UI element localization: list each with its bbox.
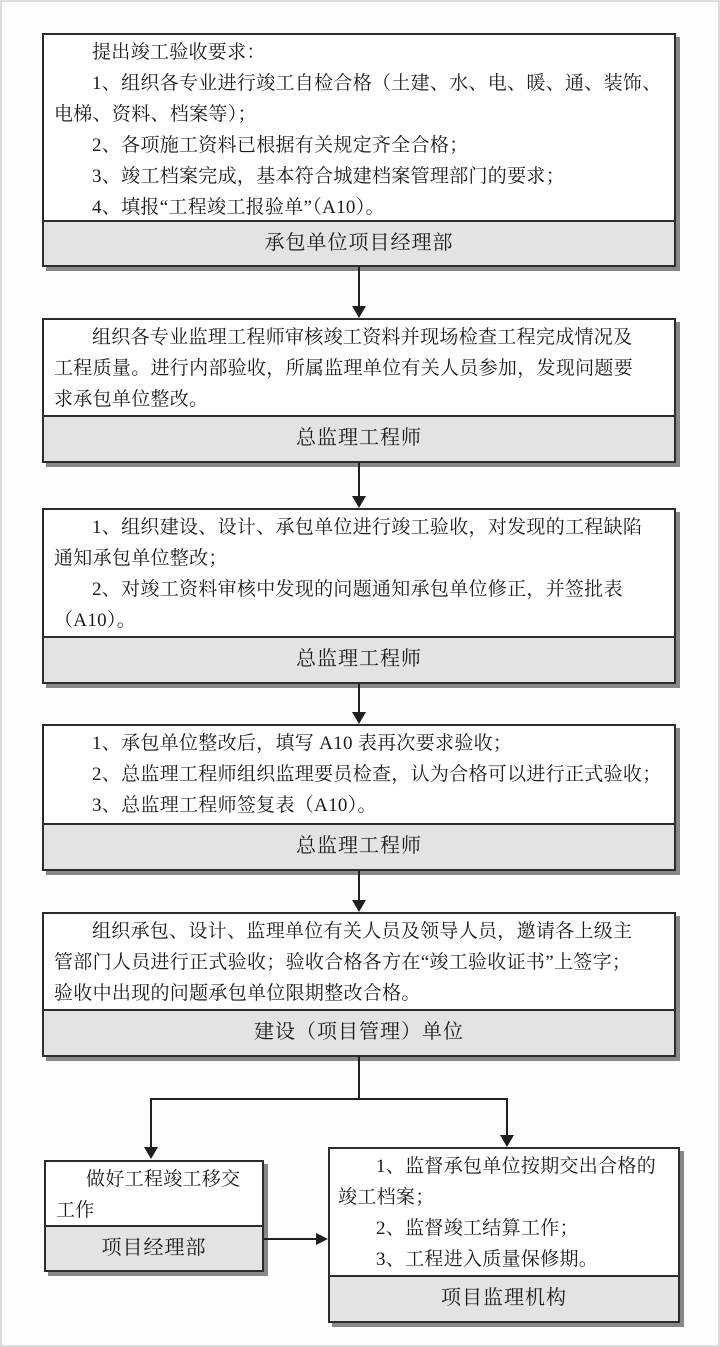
text-line: 2、各项施工资料已根据有关规定齐全合格； — [92, 135, 469, 156]
arrow-down-3-head — [352, 712, 366, 724]
arrow-down-4-head — [352, 900, 366, 912]
responsible-party-label: 总监理工程师 — [44, 636, 674, 682]
box-text — [44, 726, 674, 823]
text-line: 2、监督竣工结算工作； — [376, 1218, 579, 1239]
responsible-party-label: 建设（项目管理）单位 — [44, 1009, 674, 1055]
arrow-down-1-shaft — [358, 267, 360, 307]
text-line: 3、总监理工程师签复表（A10）。 — [92, 795, 377, 816]
box-text — [44, 914, 674, 1009]
text-line: 求承包单位整改。 — [54, 389, 209, 410]
text-line: 管部门人员进行正式验收；验收合格各方在“竣工验收证书”上签字； — [54, 952, 632, 973]
text-line: （A10）。 — [54, 610, 137, 631]
text-line: 电梯、资料、档案等）； — [54, 104, 257, 125]
text-line: 提出竣工验收要求： — [92, 42, 266, 63]
box-text — [330, 1149, 678, 1275]
arrow-down-3-shaft — [358, 684, 360, 713]
responsible-party-label: 总监理工程师 — [44, 823, 674, 869]
box-formal-acceptance — [42, 912, 676, 1057]
branch-horizontal-line — [150, 1098, 508, 1100]
responsible-party-label: 项目经理部 — [46, 1225, 262, 1270]
branch-right-drop-shaft — [506, 1098, 508, 1136]
arrow-down-2-shaft — [358, 463, 360, 497]
responsible-party-label: 承包单位项目经理部 — [44, 220, 674, 265]
box-text — [44, 320, 674, 415]
text-line: 1、监督承包单位按期交出合格的 — [376, 1156, 657, 1177]
text-line: 1、承包单位整改后，填写 A10 表再次要求验收； — [92, 733, 513, 754]
arrow-down-4-shaft — [358, 871, 360, 901]
responsible-party-label: 项目监理机构 — [330, 1275, 678, 1321]
arrow-down-2-head — [352, 496, 366, 508]
text-line: 组织各专业监理工程师审核竣工资料并现场检查工程完成情况及 — [92, 327, 633, 348]
text-line: 竣工档案； — [338, 1187, 435, 1208]
arrow-down-1-head — [352, 306, 366, 318]
text-line: 工程质量。进行内部验收，所属监理单位有关人员参加，发现问题要 — [54, 358, 634, 379]
box-supervisor-internal-review — [42, 318, 676, 463]
box-handover-work — [44, 1160, 264, 1272]
branch-left-drop-head — [144, 1147, 158, 1159]
box-reacceptance-after-rectification — [42, 724, 676, 871]
text-line: 做好工程竣工移交 — [86, 1169, 241, 1190]
text-line: 4、填报“工程竣工报验单”（A10）。 — [92, 197, 385, 218]
arrow-right-shaft — [264, 1238, 316, 1240]
arrow-right-head — [316, 1233, 328, 1245]
box-organize-acceptance — [42, 508, 676, 684]
text-line: 验收中出现的问题承包单位限期整改合格。 — [54, 983, 421, 1004]
box-text — [46, 1162, 262, 1225]
text-line: 2、总监理工程师组织监理要员检查，认为合格可以进行正式验收； — [92, 764, 662, 785]
branch-right-drop-head — [500, 1135, 514, 1147]
box-supervision-org-duties — [328, 1147, 680, 1323]
branch-left-drop-shaft — [150, 1098, 152, 1148]
branch-stem-line — [358, 1057, 360, 1100]
text-line: 2、对竣工资料审核中发现的问题通知承包单位修正，并签批表 — [92, 579, 623, 600]
text-line: 1、组织建设、设计、承包单位进行竣工验收，对发现的工程缺陷 — [92, 517, 643, 538]
text-line: 通知承包单位整改； — [54, 548, 228, 569]
box-contractor-acceptance-request — [42, 33, 676, 267]
box-text — [44, 35, 674, 220]
text-line: 1、组织各专业进行竣工自检合格（土建、水、电、暖、通、装饰、 — [92, 73, 662, 94]
text-line: 3、工程进入质量保修期。 — [376, 1249, 599, 1270]
text-line: 工作 — [56, 1200, 95, 1221]
text-line: 组织承包、设计、监理单位有关人员及领导人员，邀请各上级主 — [92, 921, 633, 942]
text-line: 3、竣工档案完成，基本符合城建档案管理部门的要求； — [92, 166, 566, 187]
responsible-party-label: 总监理工程师 — [44, 415, 674, 461]
box-text — [44, 510, 674, 636]
